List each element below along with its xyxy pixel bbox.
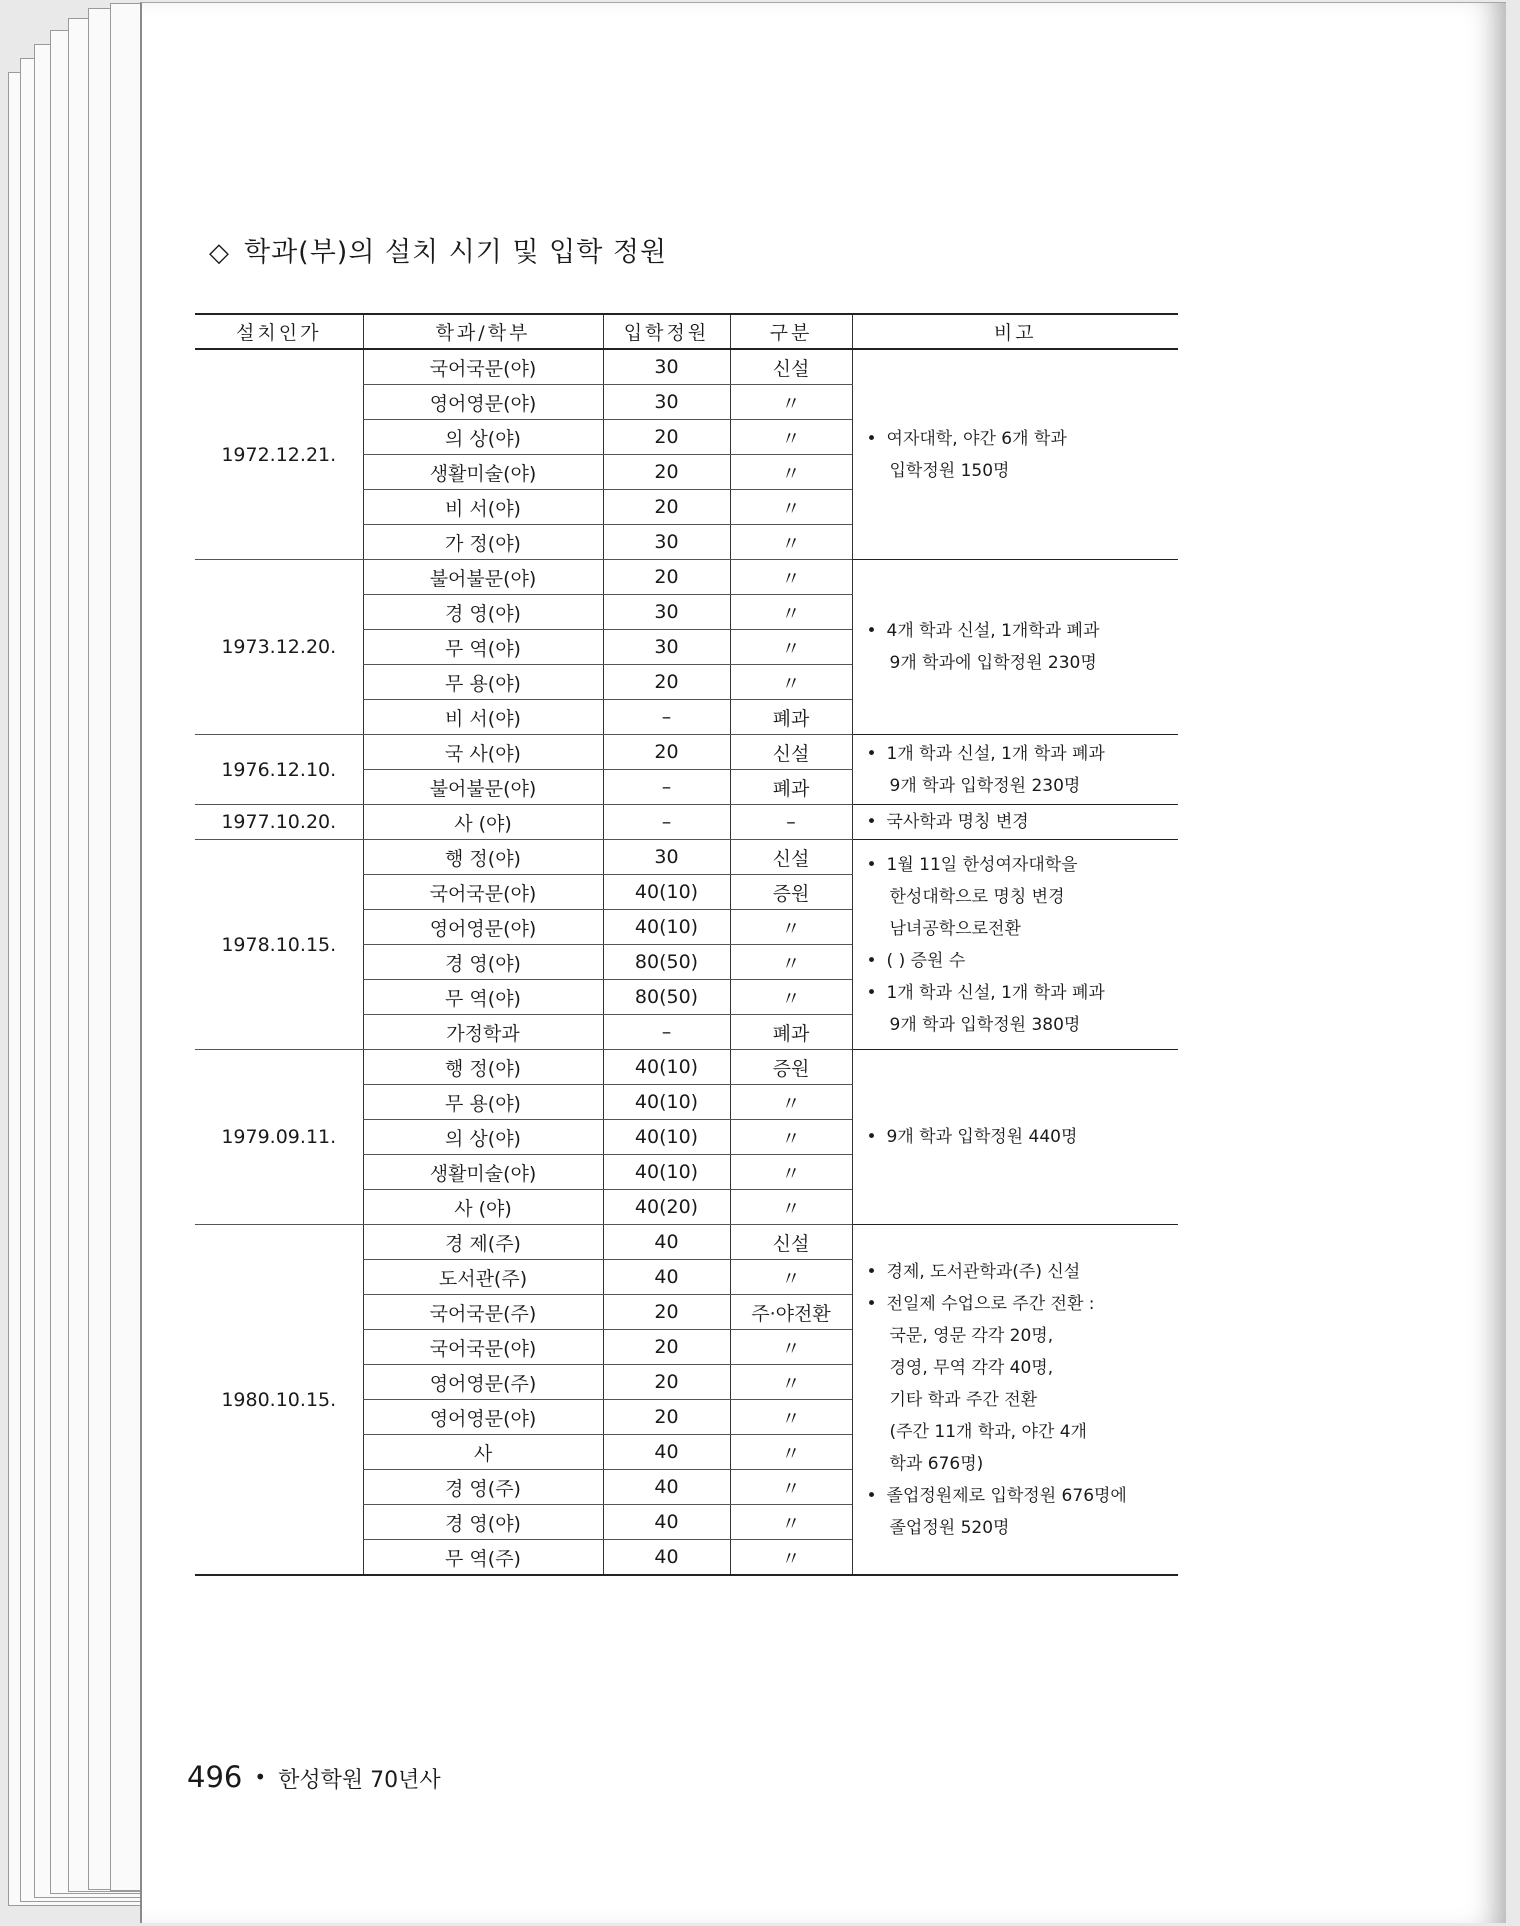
cell-dept: 의 상(야): [363, 420, 603, 455]
cell-type: 폐과: [730, 700, 852, 735]
cell-dept: 비 서(야): [363, 700, 603, 735]
cell-quota: 30: [603, 385, 730, 420]
cell-type: 〃: [730, 945, 852, 980]
header-remark: 비고: [852, 314, 1178, 349]
remark-line: • 경제, 도서관학과(주) 신설: [867, 1256, 1179, 1288]
cell-dept: 의 상(야): [363, 1120, 603, 1155]
cell-type: 〃: [730, 1155, 852, 1190]
cell-remark: [852, 1225, 1178, 1576]
cell-quota: 40(20): [603, 1190, 730, 1225]
cell-type: 주·야전환: [730, 1295, 852, 1330]
cell-dept: 경 영(야): [363, 1505, 603, 1540]
cell-dept: 행 정(야): [363, 840, 603, 875]
cell-remark: [852, 840, 1178, 1050]
cell-type: 〃: [730, 1330, 852, 1365]
remark-line: 입학정원 150명: [889, 460, 1010, 481]
cell-type: 〃: [730, 630, 852, 665]
remark-line: • 여자대학, 야간 6개 학과: [867, 423, 1179, 455]
cell-date: 1976.12.10.: [195, 735, 363, 805]
cell-date: 1972.12.21.: [195, 349, 363, 560]
cell-quota: –: [603, 700, 730, 735]
cell-dept: 사 (야): [363, 1190, 603, 1225]
remark-line: 기타 학과 주간 전환: [889, 1389, 1038, 1410]
table-header-row: [195, 314, 1178, 349]
cell-type: 〃: [730, 420, 852, 455]
table-row: [195, 1225, 1178, 1260]
cell-dept: 경 영(야): [363, 595, 603, 630]
cell-date: 1979.09.11.: [195, 1050, 363, 1225]
cell-quota: 40: [603, 1435, 730, 1470]
table-body: [195, 349, 1178, 1575]
header-type: 구분: [730, 314, 852, 349]
table-row: [195, 560, 1178, 595]
cell-quota: 20: [603, 420, 730, 455]
cell-dept: 국어국문(주): [363, 1295, 603, 1330]
page-footer: [187, 1760, 441, 1794]
cell-type: 〃: [730, 595, 852, 630]
cell-dept: 가 정(야): [363, 525, 603, 560]
remark-line: 한성대학으로 명칭 변경: [889, 886, 1065, 907]
cell-remark: [852, 560, 1178, 735]
page-stack-edges: [0, 0, 150, 1926]
cell-dept: 국어국문(야): [363, 1330, 603, 1365]
cell-dept: 국 사(야): [363, 735, 603, 770]
cell-type: 〃: [730, 1540, 852, 1576]
cell-quota: 20: [603, 1295, 730, 1330]
cell-quota: 40: [603, 1505, 730, 1540]
cell-type: 신설: [730, 840, 852, 875]
cell-remark: [852, 1050, 1178, 1225]
cell-type: 〃: [730, 560, 852, 595]
cell-type: 폐과: [730, 770, 852, 805]
cell-quota: 30: [603, 349, 730, 385]
header-date: 설치인가: [195, 314, 363, 349]
cell-dept: 행 정(야): [363, 1050, 603, 1085]
remark-line: • ( ) 증원 수: [867, 945, 1179, 977]
cell-dept: 생활미술(야): [363, 455, 603, 490]
cell-dept: 생활미술(야): [363, 1155, 603, 1190]
cell-type: 〃: [730, 490, 852, 525]
cell-quota: –: [603, 770, 730, 805]
cell-type: 〃: [730, 525, 852, 560]
cell-type: 〃: [730, 1260, 852, 1295]
cell-dept: 국어국문(야): [363, 349, 603, 385]
cell-type: 〃: [730, 1085, 852, 1120]
cell-type: 〃: [730, 980, 852, 1015]
cell-quota: 20: [603, 455, 730, 490]
cell-type: –: [730, 805, 852, 840]
cell-dept: 경 제(주): [363, 1225, 603, 1260]
cell-type: 〃: [730, 1435, 852, 1470]
remark-line: 경영, 무역 각각 40명,: [889, 1357, 1054, 1378]
remark-line: • 4개 학과 신설, 1개학과 폐과: [867, 615, 1179, 647]
cell-type: 〃: [730, 455, 852, 490]
cell-date: 1977.10.20.: [195, 805, 363, 840]
cell-dept: 가정학과: [363, 1015, 603, 1050]
cell-dept: 무 용(야): [363, 665, 603, 700]
cell-quota: 30: [603, 630, 730, 665]
cell-type: 〃: [730, 910, 852, 945]
cell-dept: 사 (야): [363, 805, 603, 840]
remark-line: 졸업정원 520명: [889, 1517, 1010, 1538]
remark-line: 9개 학과 입학정원 230명: [889, 775, 1081, 796]
remark-line: • 1월 11일 한성여자대학을: [867, 849, 1179, 881]
page-number: 496: [187, 1760, 243, 1794]
cell-quota: 40(10): [603, 910, 730, 945]
cell-quota: 30: [603, 525, 730, 560]
cell-dept: 도서관(주): [363, 1260, 603, 1295]
cell-quota: 40(10): [603, 1155, 730, 1190]
cell-quota: 20: [603, 560, 730, 595]
cell-quota: 40: [603, 1540, 730, 1576]
diamond-icon: ◇: [209, 238, 230, 268]
remark-line: 국문, 영문 각각 20명,: [889, 1325, 1054, 1346]
cell-type: 신설: [730, 349, 852, 385]
cell-quota: 40(10): [603, 1050, 730, 1085]
cell-date: 1980.10.15.: [195, 1225, 363, 1576]
cell-quota: 20: [603, 735, 730, 770]
cell-quota: 20: [603, 665, 730, 700]
cell-type: 〃: [730, 385, 852, 420]
cell-type: 〃: [730, 1190, 852, 1225]
cell-dept: 국어국문(야): [363, 875, 603, 910]
cell-type: 증원: [730, 875, 852, 910]
cell-quota: –: [603, 805, 730, 840]
cell-type: 〃: [730, 1400, 852, 1435]
cell-dept: 경 영(주): [363, 1470, 603, 1505]
cell-type: 〃: [730, 1470, 852, 1505]
cell-remark: [852, 735, 1178, 805]
footer-separator: •: [254, 1765, 267, 1789]
remark-line: 9개 학과 입학정원 380명: [889, 1014, 1081, 1035]
remark-line: • 9개 학과 입학정원 440명: [867, 1121, 1179, 1153]
cell-quota: 20: [603, 1330, 730, 1365]
remark-line: • 졸업정원제로 입학정원 676명에: [867, 1480, 1179, 1512]
cell-dept: 영어영문(야): [363, 910, 603, 945]
cell-dept: 무 용(야): [363, 1085, 603, 1120]
cell-quota: 40: [603, 1470, 730, 1505]
cell-quota: 20: [603, 490, 730, 525]
cell-quota: 20: [603, 1365, 730, 1400]
cell-dept: 영어영문(야): [363, 1400, 603, 1435]
cell-quota: 80(50): [603, 945, 730, 980]
cell-quota: 20: [603, 1400, 730, 1435]
cell-type: 신설: [730, 735, 852, 770]
remark-line: • 1개 학과 신설, 1개 학과 폐과: [867, 738, 1179, 770]
cell-type: 〃: [730, 1120, 852, 1155]
remark-line: 9개 학과에 입학정원 230명: [889, 653, 1097, 673]
department-table: [195, 313, 1178, 1576]
cell-dept: 무 역(야): [363, 980, 603, 1015]
table-row: [195, 349, 1178, 385]
cell-remark: [852, 805, 1178, 840]
cell-quota: 40: [603, 1260, 730, 1295]
table-row: [195, 840, 1178, 875]
cell-type: 〃: [730, 665, 852, 700]
cell-date: 1978.10.15.: [195, 840, 363, 1050]
cell-type: 증원: [730, 1050, 852, 1085]
header-dept: 학과/학부: [363, 314, 603, 349]
cell-quota: –: [603, 1015, 730, 1050]
cell-type: 신설: [730, 1225, 852, 1260]
cell-remark: [852, 349, 1178, 560]
cell-dept: 영어영문(야): [363, 385, 603, 420]
cell-dept: 사: [363, 1435, 603, 1470]
cell-quota: 40(10): [603, 1085, 730, 1120]
remark-line: • 1개 학과 신설, 1개 학과 폐과: [867, 977, 1179, 1009]
remark-line: 남녀공학으로전환: [889, 918, 1021, 939]
cell-dept: 비 서(야): [363, 490, 603, 525]
remark-line: (주간 11개 학과, 야간 4개: [889, 1421, 1087, 1442]
cell-dept: 영어영문(주): [363, 1365, 603, 1400]
section-title: [209, 230, 667, 269]
book-title: 한성학원 70년사: [278, 1768, 441, 1793]
remark-line: 학과 676명): [889, 1453, 984, 1474]
cell-quota: 30: [603, 840, 730, 875]
table-row: [195, 735, 1178, 770]
cell-quota: 30: [603, 595, 730, 630]
cell-quota: 40(10): [603, 1120, 730, 1155]
cell-type: 〃: [730, 1505, 852, 1540]
cell-dept: 무 역(주): [363, 1540, 603, 1576]
remark-line: • 전일제 수업으로 주간 전환 :: [867, 1288, 1179, 1320]
table-row: [195, 805, 1178, 840]
cell-quota: 40: [603, 1225, 730, 1260]
cell-dept: 불어불문(야): [363, 770, 603, 805]
cell-dept: 경 영(야): [363, 945, 603, 980]
remark-line: • 국사학과 명칭 변경: [867, 806, 1179, 838]
cell-quota: 40(10): [603, 875, 730, 910]
header-quota: 입학정원: [603, 314, 730, 349]
cell-quota: 80(50): [603, 980, 730, 1015]
section-title-text: 학과(부)의 설치 시기 및 입학 정원: [244, 237, 668, 268]
cell-date: 1973.12.20.: [195, 560, 363, 735]
cell-dept: 불어불문(야): [363, 560, 603, 595]
table-row: [195, 1050, 1178, 1085]
cell-dept: 무 역(야): [363, 630, 603, 665]
cell-type: 〃: [730, 1365, 852, 1400]
cell-type: 폐과: [730, 1015, 852, 1050]
